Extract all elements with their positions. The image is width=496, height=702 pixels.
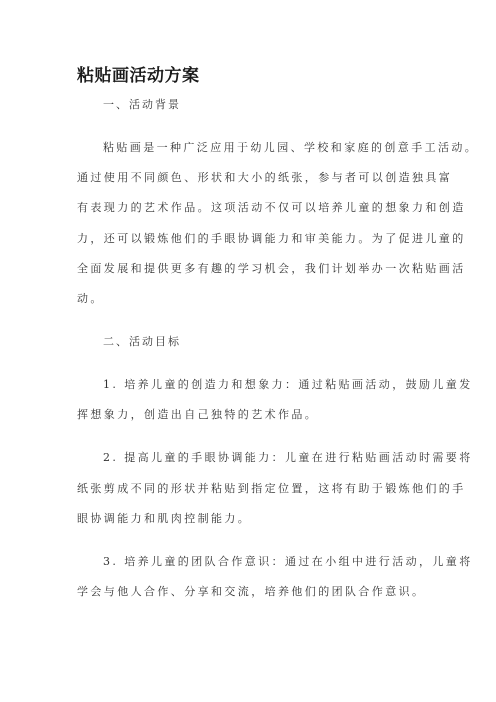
paragraph-line: 粘贴画是一种广泛应用于幼儿园、学校和家庭的创意手工活动。 [103,141,479,154]
section-heading-goals: 二、活动目标 [103,335,181,348]
paragraph-line: 力，还可以锻炼他们的手眼协调能力和审美能力。为了促进儿童的 [77,232,466,245]
paragraph-line: 全面发展和提供更多有趣的学习机会，我们计划举办一次粘贴画活 [77,262,466,275]
goal-3-line: 学会与他人合作、分享和交流，培养他们的团队合作意识。 [77,585,426,598]
goal-2-line: 眼协调能力和肌肉控制能力。 [77,512,252,525]
goal-3-line: 3. 培养儿童的团队合作意识：通过在小组中进行活动，儿童将 [103,555,473,568]
goal-1-line: 1. 培养儿童的创造力和想象力：通过粘贴画活动，鼓励儿童发 [103,378,473,391]
paragraph-line: 有表现力的艺术作品。这项活动不仅可以培养儿童的想象力和创造 [77,201,466,214]
section-heading-background: 一、活动背景 [103,98,181,111]
document-title: 粘贴画活动方案 [77,66,200,86]
paragraph-line: 动。 [77,292,104,305]
goal-1-line: 挥想象力，创造出自己独特的艺术作品。 [77,408,319,421]
goal-2-line: 2. 提高儿童的手眼协调能力：儿童在进行粘贴画活动时需要将 [103,451,473,464]
goal-2-line: 纸张剪成不同的形状并粘贴到指定位置，这将有助于锻炼他们的手 [77,482,466,495]
paragraph-line: 通过使用不同颜色、形状和大小的纸张，参与者可以创造独具富 [77,171,453,184]
